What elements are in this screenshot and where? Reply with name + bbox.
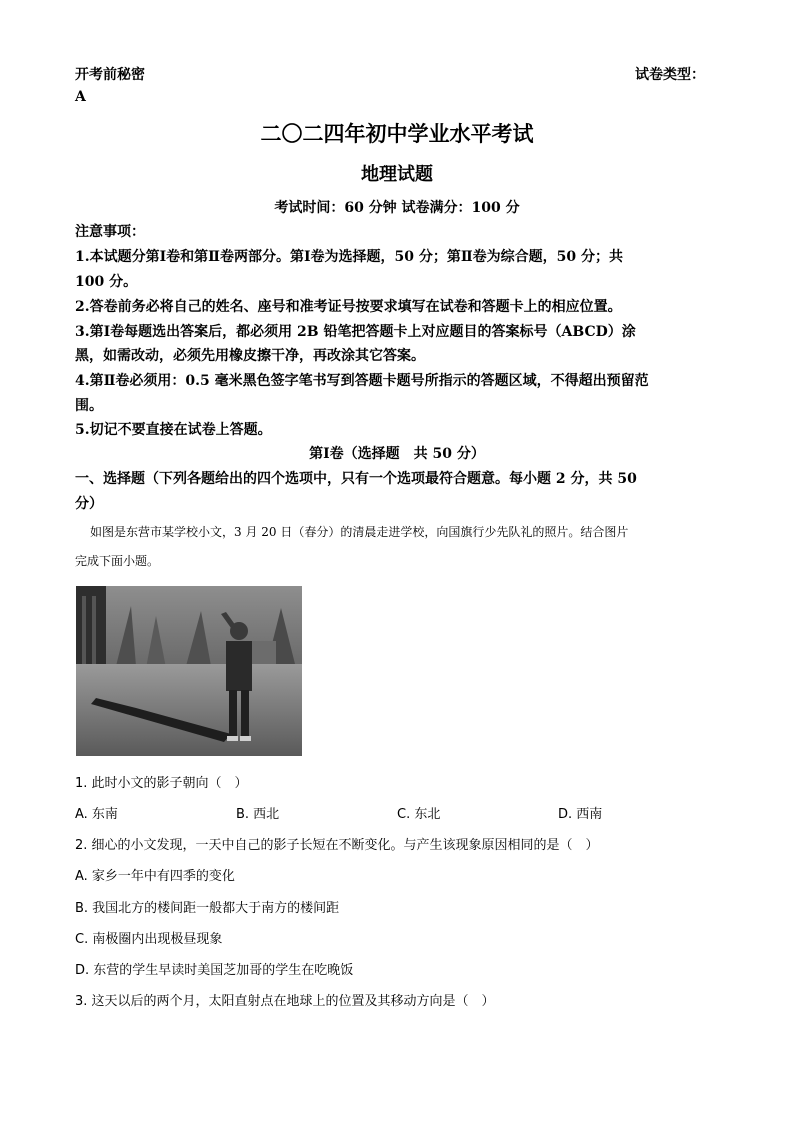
question-1-option-b[interactable]: B. 西北 — [236, 807, 280, 822]
material-intro: 如图是东营市某学校小文，3 月 20 日（春分）的清晨走进学校，向国旗行少先队礼的照片。结合图片 — [90, 525, 629, 539]
question-2-option-d[interactable]: D. 东营的学生早读时美国芝加哥的学生在吃晚饭 — [75, 963, 354, 978]
exam-info: 考试时间：60 分钟 试卷满分：100 分 — [274, 200, 520, 216]
question-1-option-d[interactable]: D. 西南 — [558, 807, 603, 822]
note-line: 围。 — [75, 398, 103, 414]
student-saluting-photo — [76, 586, 302, 756]
question-1-stem: 1. 此时小文的影子朝向（ ） — [75, 776, 248, 791]
part-instructions-cont: 分） — [75, 496, 103, 512]
note-line: 4.第Ⅱ卷必须用：0.5 毫米黑色签字笔书写到答题卡题号所指示的答题区域，不得超出预留范 — [75, 373, 649, 389]
note-line: 2.答卷前务必将自己的姓名、座号和准考证号按要求填写在试卷和答题卡上的相应位置。 — [75, 299, 622, 315]
part-instructions: 一、选择题（下列各题给出的四个选项中，只有一个选项最符合题意。每小题 2 分，共 50 — [75, 471, 637, 487]
paper-type-label: 试卷类型： — [635, 67, 705, 83]
exam-subject: 地理试题 — [361, 164, 433, 185]
question-2-stem: 2. 细心的小文发现，一天中自己的影子长短在不断变化。与产生该现象原因相同的是（ ） — [75, 838, 599, 853]
photo-illustration — [76, 586, 302, 756]
note-line: 100 分。 — [75, 274, 138, 290]
note-line: 1.本试题分第Ⅰ卷和第Ⅱ卷两部分。第Ⅰ卷为选择题，50 分；第Ⅱ卷为综合题，50 分；共 — [75, 249, 624, 265]
note-line: 黑，如需改动，必须先用橡皮擦干净，再改涂其它答案。 — [75, 348, 425, 364]
note-line: 5.切记不要直接在试卷上答题。 — [75, 422, 272, 438]
note-line: 3.第Ⅰ卷每题选出答案后，都必须用 2B 铅笔把答题卡上对应题目的答案标号（ABCD）涂 — [75, 324, 636, 340]
question-1-option-a[interactable]: A. 东南 — [75, 807, 118, 822]
section-title: 第Ⅰ卷（选择题 共 50 分） — [309, 446, 485, 462]
paper-type-letter: A — [75, 89, 86, 105]
material-intro-cont: 完成下面小题。 — [75, 554, 160, 568]
question-2-option-a[interactable]: A. 家乡一年中有四季的变化 — [75, 869, 235, 884]
question-3-stem: 3. 这天以后的两个月，太阳直射点在地球上的位置及其移动方向是（ ） — [75, 994, 495, 1009]
question-2-option-c[interactable]: C. 南极圈内出现极昼现象 — [75, 932, 223, 947]
question-1-option-c[interactable]: C. 东北 — [397, 807, 441, 822]
question-2-option-b[interactable]: B. 我国北方的楼间距一般都大于南方的楼间距 — [75, 901, 340, 916]
notes-heading: 注意事项： — [75, 224, 145, 240]
exam-title: 二〇二四年初中学业水平考试 — [260, 121, 534, 146]
confidential-label: 开考前秘密 — [75, 67, 145, 83]
